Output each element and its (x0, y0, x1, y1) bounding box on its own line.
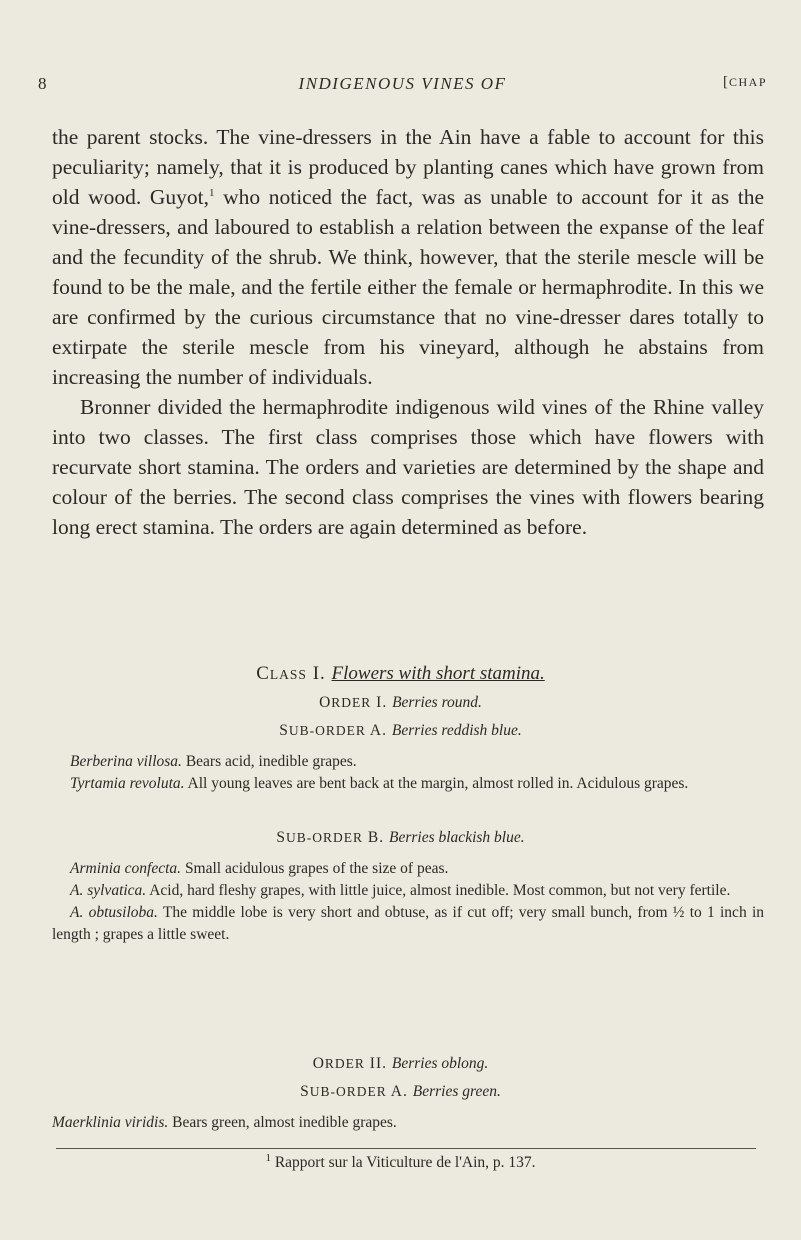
order-heading-2: ORDER II. Berries oblong. (312, 1055, 489, 1072)
body-paragraphs (52, 122, 764, 542)
entry: Arminia confecta. Small acidulous grapes of the size of peas. (70, 860, 449, 877)
entries-a1 (52, 751, 764, 795)
running-header (38, 74, 767, 102)
suborder-heading-a1: SUB-ORDER A. Berries reddish blue. (279, 722, 522, 739)
entry: Berberina villosa. Bears acid, inedible grapes. (70, 753, 357, 770)
entry: Tyrtamia revoluta. All young leaves are bent back at the margin, almost rolled in. Acidulous grapes. (70, 775, 689, 792)
footnote: $^1$ Rapport sur la Viticulture de l'Ain, p. 137. (265, 1151, 536, 1171)
entry: A. sylvatica. Acid, hard fleshy grapes, with little juice, almost inedible. Most common, but not very fertile. (70, 882, 731, 899)
suborder-heading-a2: SUB-ORDER A. Berries green. (300, 1083, 501, 1100)
paragraph-1: the parent stocks. The vine-dressers in the Ain have a fable to account for this peculiarity; namely, that it is produced by planting canes which have grown from old wood. Guyot,$^1$ who noticed the fact, was as unable to account for it as the vine-dressers, and laboured to establish a relation between the expanse of the leaf and the fecundity of the shrub. We think, however, that the sterile mescle will be found to be the male, and the fertile either the female or hermaphrodite. In this we are confirmed by the curious circumstance that no vine-dresser dares totally to extirpate the sterile mescle from his vineyard, although he abstains from increasing the number of individuals. (52, 125, 765, 389)
entries-b1 (52, 858, 764, 946)
paragraph-2: Bronner divided the hermaphrodite indigenous wild vines of the Rhine valley into two classes. The first class comprises those which have flowers with recurvate short stamina. The orders and varieties are determined by the shape and colour of the berries. The second class comprises the vines with flowers bearing long erect stamina. The orders are again determined as before. (52, 395, 764, 539)
entries-a2 (52, 1112, 764, 1134)
class-heading: CLASS I. Flowers with short stamina. (256, 663, 545, 684)
order-heading-1: ORDER I. Berries round. (319, 694, 482, 711)
page-number: 8 (38, 74, 47, 93)
entry: Maerklinia viridis. Bears green, almost inedible grapes. (52, 1114, 397, 1131)
footnote-ref: 1 (208, 186, 215, 199)
footnote-rule (56, 1148, 756, 1149)
chapter-label: [CHAP (722, 74, 767, 90)
suborder-heading-b1: SUB-ORDER B. Berries blackish blue. (276, 829, 525, 846)
entry: A. obtusiloba. The middle lobe is very short and obtuse, as if cut off; very small bunch, from ½ to 1 inch in length ; grapes a little sweet. (52, 904, 764, 943)
running-title: INDIGENOUS VINES OF (298, 74, 507, 93)
